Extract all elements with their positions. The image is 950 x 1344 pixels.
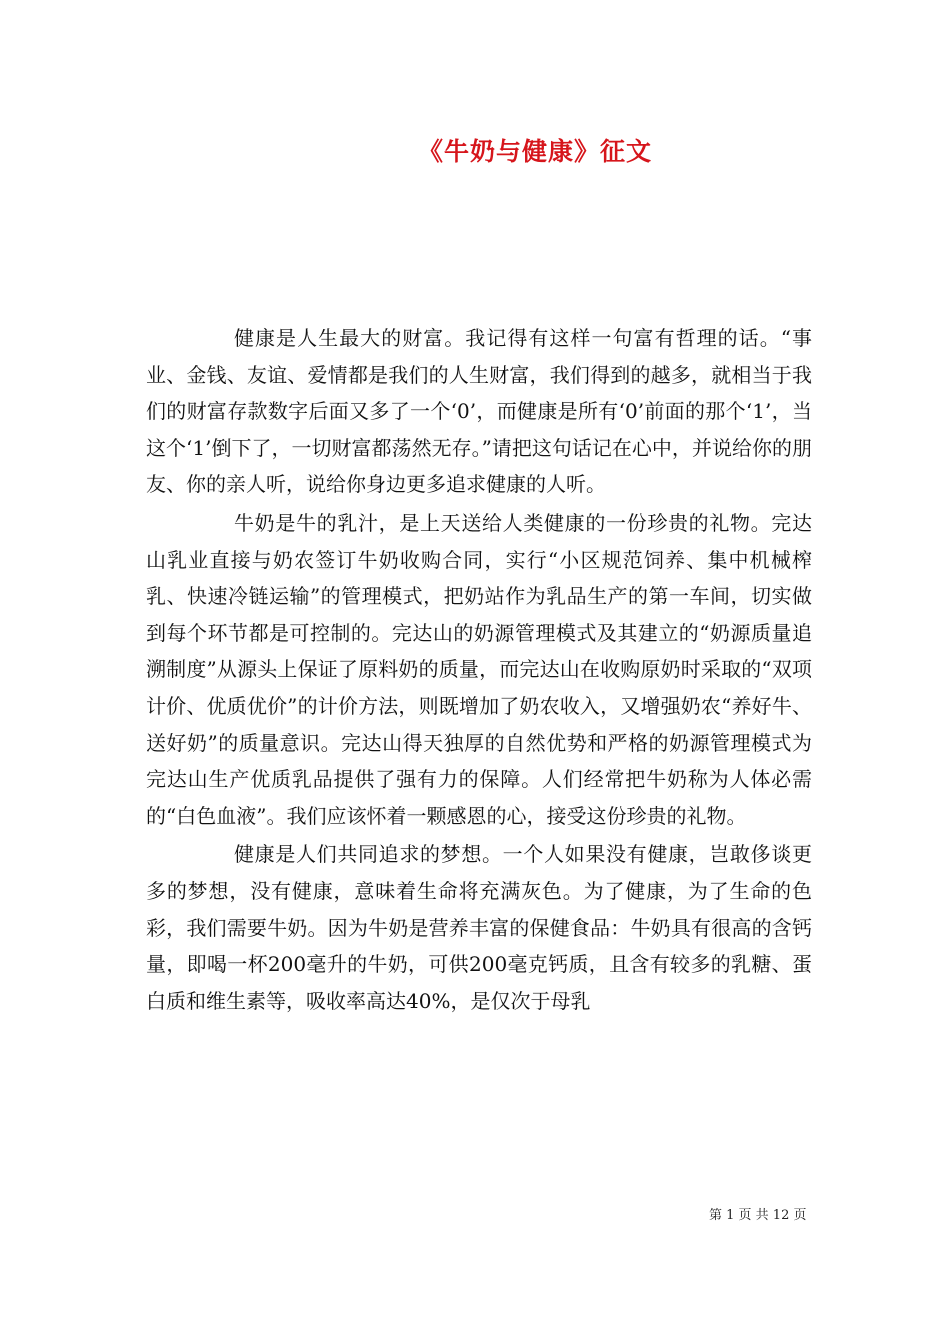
page-number: 第 1 页 共 12 页 <box>709 1208 807 1223</box>
paragraph: 牛奶是牛的乳汁，是上天送给人类健康的一份珍贵的礼物。完达山乳业直接与奶农签订牛奶收购合同，实行“小区规范饲养、集中机械榨乳、快速冷链运输”的管理模式，把奶站作为乳品生产的第一车间，切实做到每个环节都是可控制的。完达山的奶源管理模式及其建立的“奶源质量追溯制度”从源头上保证了原料奶的质量，而完达山在收购原奶时采取的“双项计价、优质优价”的计价方法，则既增加了奶农收入，又增强奶农“养好牛、送好奶”的质量意识。完达山得天独厚的自然优势和严格的奶源管理模式为完达山生产优质乳品提供了强有力的保障。人们经常把牛奶称为人体必需的“白色血液”。我们应该怀着一颗感恩的心，接受这份珍贵的礼物。 <box>146 510 812 828</box>
document-body <box>146 320 812 1021</box>
document-title: 《牛奶与健康》征文 <box>417 137 652 166</box>
paragraph: 健康是人生最大的财富。我记得有这样一句富有哲理的话。“事业、金钱、友谊、爱情都是我们的人生财富，我们得到的越多，就相当于我们的财富存款数字后面又多了一个‘0’，而健康是所有‘0’前面的那个‘1’，当这个‘1’倒下了，一切财富都荡然无存。”请把这句话记在心中，并说给你的朋友、你的亲人听，说给你身边更多追求健康的人听。 <box>146 326 812 497</box>
paragraph: 健康是人们共同追求的梦想。一个人如果没有健康，岂敢侈谈更多的梦想，没有健康，意味着生命将充满灰色。为了健康，为了生命的色彩，我们需要牛奶。因为牛奶是营养丰富的保健食品：牛奶具有很高的含钙量，即喝一杯200毫升的牛奶，可供200毫克钙质，且含有较多的乳糖、蛋白质和维生素等，吸收率高达40%，是仅次于母乳 <box>146 842 812 1013</box>
